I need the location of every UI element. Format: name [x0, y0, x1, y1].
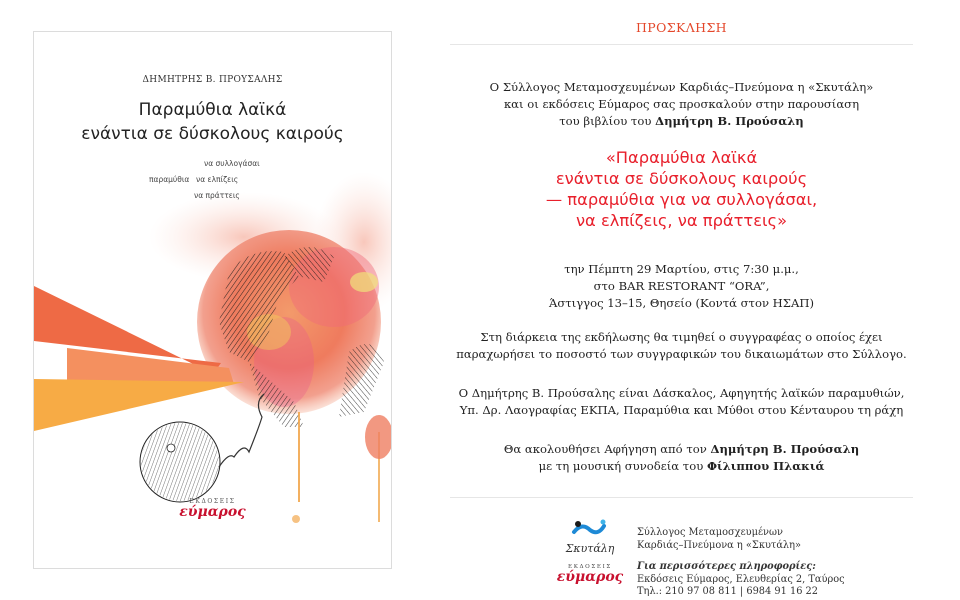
book-title-line: να ελπίζεις, να πράττεις»	[575, 211, 788, 230]
bio-line: Ο Δημήτρης Β. Προύσαλης είναι Δάσκαλος, Αφηγητής λαϊκών παραμυθιών,	[458, 386, 905, 400]
cover-subtitle-left: παραμύθια	[149, 175, 190, 184]
eumaros-name: εύμαρος	[556, 569, 624, 585]
cover-author: ΔΗΜΗΤΡΗΣ Β. ΠΡΟΥΣΑΛΗΣ	[142, 75, 283, 85]
book-title-line: «Παραμύθια λαϊκά	[605, 148, 758, 167]
publisher-name: εύμαρος	[179, 504, 246, 520]
honor-paragraph	[450, 329, 913, 363]
intro-line	[450, 113, 913, 130]
closing-text: Θα ακολουθήσει Αφήγηση από τον	[503, 442, 711, 456]
bio-line: Υπ. Δρ. Λαογραφίας ΕΚΠΑ, Παραμύθια και Μύθοι στου Κένταυρου τη ράχη	[459, 403, 904, 417]
contact-info	[637, 561, 845, 599]
musician-name: Φίλιππου Πλακιά	[706, 459, 825, 473]
info-address: Εκδόσεις Εύμαρος, Ελευθερίας 2, Ταύρος	[637, 573, 845, 585]
author-name: Δημήτρη Β. Προύσαλη	[655, 114, 804, 128]
invitation-heading: ΠΡΟΣΚΛΗΣΗ	[635, 20, 727, 35]
intro-line: και οι εκδόσεις Εύμαρος σας προσκαλούν στην παρουσίαση	[503, 97, 860, 111]
event-date: την Πέμπτη 29 Μαρτίου, στις 7:30 μ.μ.,	[564, 262, 799, 276]
skytali-wave-icon	[570, 518, 610, 538]
invitation-panel	[450, 0, 913, 600]
org-line: Καρδιάς–Πνεύμονα η «Σκυτάλη»	[637, 539, 802, 551]
cover-subtitle-line: να πράττεις	[194, 191, 240, 200]
cover-title-line: Παραμύθια λαϊκά	[138, 100, 287, 120]
event-venue: στο BAR RESTORANT “ORA”,	[593, 279, 770, 293]
skytali-org-text	[637, 527, 801, 552]
cover-subtitle-line: να ελπίζεις	[196, 175, 239, 184]
bottom-divider	[450, 497, 913, 498]
eumaros-logo	[554, 564, 626, 584]
book-cover	[33, 31, 392, 569]
info-phone: Τηλ.: 210 97 08 811 | 6984 91 16 22	[637, 586, 819, 597]
intro-line: Ο Σύλλογος Μεταμοσχευμένων Καρδιάς–Πνεύμονα η «Σκυτάλη»	[489, 80, 874, 94]
info-label: Για περισσότερες πληροφορίες:	[637, 561, 816, 572]
beam-bottom	[34, 379, 244, 431]
closing-line	[450, 441, 913, 458]
narrator-name: Δημήτρη Β. Προύσαλη	[710, 442, 860, 456]
closing-paragraph	[450, 441, 913, 475]
intro-text: του βιβλίου του	[559, 114, 656, 128]
closing-text: με τη μουσική συνοδεία του	[538, 459, 707, 473]
footer-logos	[554, 518, 626, 584]
org-line: Σύλλογος Μεταμοσχευμένων	[637, 527, 783, 538]
skytali-logo-text: Σκυτάλη	[565, 542, 615, 555]
cover-title	[34, 98, 391, 146]
event-address: Άστιγγος 13–15, Θησείο (Κοντά στον ΗΣΑΠ)	[548, 296, 814, 310]
cover-subtitle-line: να συλλογάσαι	[204, 159, 260, 168]
honor-line: Στη διάρκεια της εκδήλωσης θα τιμηθεί ο συγγραφέας ο οποίος έχει	[480, 330, 883, 344]
book-title-line: — παραμύθια για να συλλογάσαι,	[545, 190, 818, 209]
top-divider	[450, 44, 913, 45]
book-title	[450, 147, 913, 231]
cover-publisher-logo	[34, 498, 391, 519]
eumaros-label: ΕΚΔΟΣΕΙΣ	[568, 564, 612, 570]
closing-line	[450, 458, 913, 475]
intro-paragraph	[450, 79, 913, 130]
publisher-label: ΕΚΔΟΣΕΙΣ	[189, 498, 236, 505]
cover-title-line: ενάντια σε δύσκολους καιρούς	[81, 124, 344, 144]
honor-line: παραχωρήσει το ποσοστό των συγγραφικών του δικαιωμάτων στο Σύλλογο.	[456, 347, 907, 361]
event-details	[450, 261, 913, 312]
skytali-logo	[554, 518, 626, 555]
bio-paragraph	[450, 385, 913, 419]
book-title-line: ενάντια σε δύσκολους καιρούς	[555, 169, 808, 188]
